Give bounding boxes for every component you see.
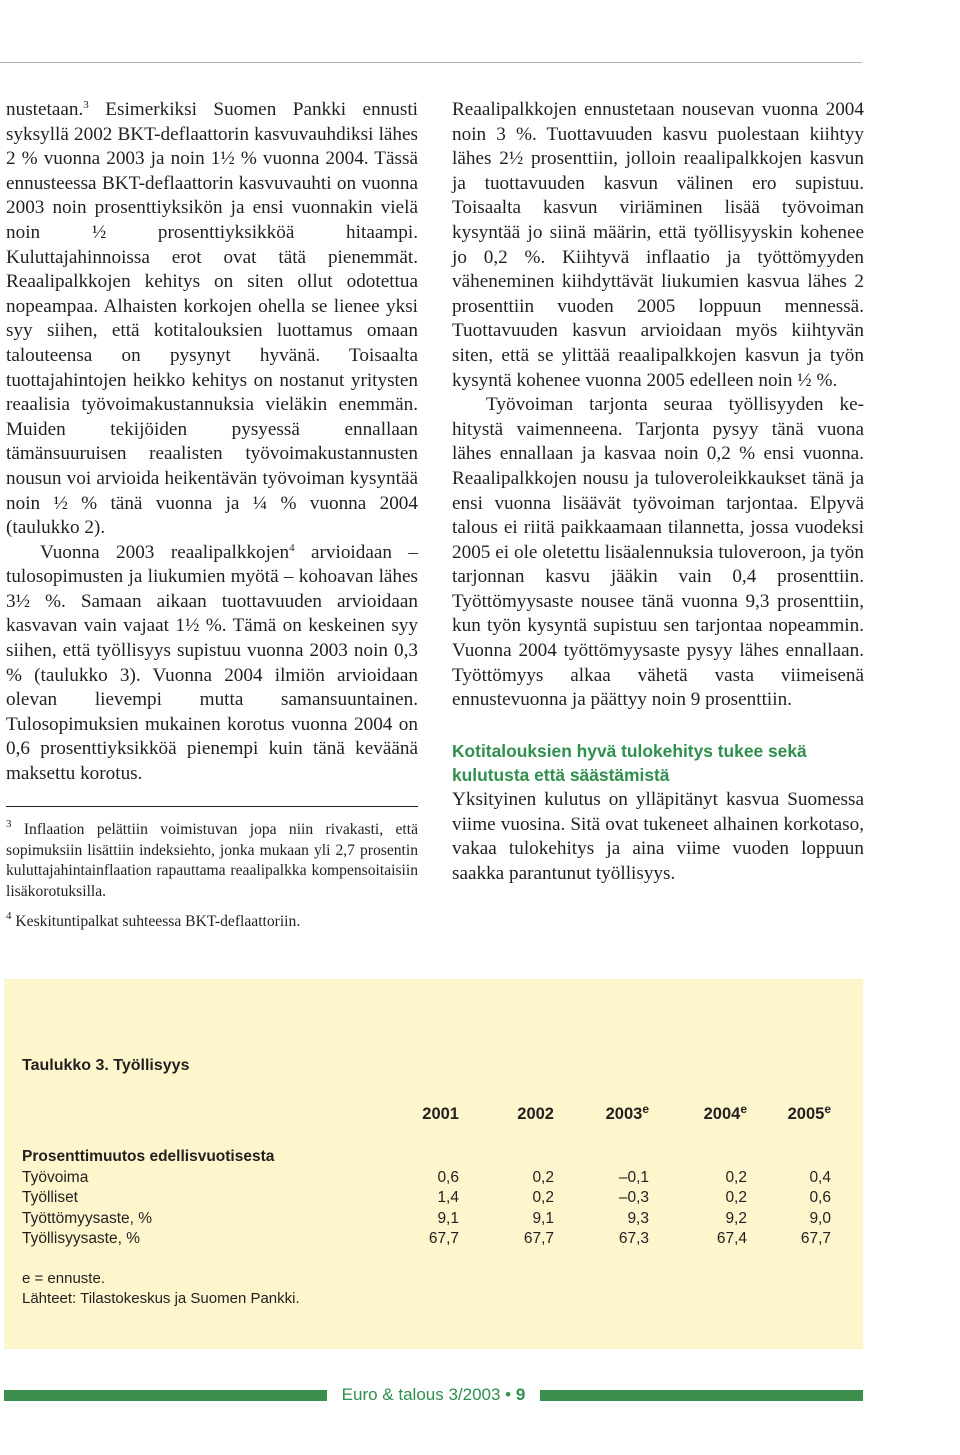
row-label: Työllisyysaste, % [22, 1230, 141, 1248]
table-cell: –0,3 [618, 1189, 649, 1207]
table-cell: 67,4 [716, 1230, 747, 1248]
year-header: 2004e [703, 1102, 747, 1123]
table-cell: 67,3 [618, 1230, 649, 1248]
footnotes [6, 820, 418, 943]
footnote: $^3$ Inflaation pelättiin voimistuvan jopa niin rivakasti, että sopimuksiin lisättiin indeksiehto, jonka mukaan yli 2,7 prosentin kuluttajahintainflaation rapauttama reaalipalkka kompensoitaisiin lisäkorotuksilla. [6, 818, 418, 900]
table-cell: 1,4 [437, 1189, 459, 1207]
row-label: Työlliset [22, 1189, 78, 1207]
footnote: $^4$ Keskituntipalkat suhteessa BKT-deflaattoriin. [6, 910, 301, 931]
year-header: 2002 [517, 1105, 554, 1123]
paragraph: Vuonna 2003 reaalipalkkojen$^4$ arvioidaan – tulosopimusten ja liukumien myötä – kohoavan lähes 3½ %. Samaan aikaan tuottavuuden arvioidaan kasvavan vain vajaat 1½ %. Tämä on keskeinen syy siihen, että työllisyys supistuu vuonna 2003 noin 0,3 % (taulukko 3). Vuonna 2004 ilmiön arvioidaan olevan lievempi mutta samansuuntainen. Tulosopimuksien mukainen korotus vuonna 2004 on 0,6 prosenttiyksikköä pienempi kuin tänä keväänä maksettu korotus. [6, 541, 418, 785]
paragraph: Reaalipalkkojen ennustetaan nousevan vuonna 2004 noin 3 %. Tuottavuuden kasvu puolestaan kiihtyy lähes 2½ prosenttiin, jolloin reaalipalkkojen kasvun ja tuottavuuden kasvun välinen ero supistuu. Toisaalta kasvun viriäminen lisää työvoiman kysyntää jo siinä määrin, että työllisyyskin kohenee jo 0,2 %. Kiihtyvä inflaatio ja työttömyyden väheneminen kiihdyttävät liukumien kasvua lähes 2 prosenttiin vuoden 2005 loppuun mennessä. Tuottavuuden kasvun arvioidaan myös kiihtyvän siten, että se ylittää reaalipalkkojen kasvun ja työn kysyntä kohenee vuonna 2005 edelleen noin ½ %. [452, 99, 864, 391]
footnote-ref[interactable]: 3 [83, 99, 89, 111]
table-cell: 0,2 [725, 1168, 747, 1186]
table-cell: 0,6 [809, 1189, 831, 1207]
table-cell: 9,2 [725, 1209, 747, 1227]
year-header: 2003e [605, 1102, 649, 1123]
table-cell: 67,7 [523, 1230, 554, 1248]
table-row [22, 1229, 831, 1250]
page-number: 9 [515, 1385, 526, 1404]
top-rule [0, 62, 862, 63]
footnote-number: 3 [6, 818, 12, 830]
paragraph: nustetaan.$^3$ Esimerkiksi Suomen Pankki ennusti syksyllä 2002 BKT-deflaattorin kasvuvauhdiksi lähes 2 % vuonna 2003 ja noin 1½ % vuonna 2004. Tässä ennusteessa BKT-deflaattorin kasvuvauhti on vuonna 2003 noin prosenttiyksikön ja ensi vuonnakin vielä noin ½ prosenttiyksikköä hitaampi. Kuluttajahinnoissa erot ovat tätä pienemmät. Reaalipalkkojen kehitys on siten ollut odotettua nopeampaa. Alhaisten korkojen ohella se lienee yksi syy siihen, että kotitalouksien luottamus omaan talouteensa on pysynyt hyvänä. Toisaalta tuottajahintojen heikko kehitys on nostanut yritysten reaalisia työvoimakustannuksia vieläkin enemmän. Muiden tekijöiden pysyessä ennallaan tämänsuuruisen reaalisten työvoimakustannusten nousun voi arvioida heikentävän työvoiman kysyntää noin ½ % tänä vuonna ja ¼ % vuonna 2004 (taulukko 2). [6, 99, 418, 539]
footer-bar-left [4, 1390, 327, 1401]
paragraph: Työvoiman tarjonta seuraa työllisyyden kehitystä vaimenneena. Tarjonta pysyy tänä vuona lähes ennallaan ja kasvaa noin 0,2 % ensi vuonna. Reaalipalkkojen nousu ja tuloveroleikkaukset tänä ja ensi vuonna lisäävät työvoiman tarjontaa. Elpyvä talous ei riitä paikkaamaan tilannetta, jossa vuodeksi 2005 ei ole oletettu lisäalennuksia tuloveroon, ja työn tarjonnan kasvu jääkin vain 0,4 prosenttiin. Työttömyysaste nousee tänä vuonna 9,3 prosenttiin, kun työn kysyntä supistuu sen tarjontaa nopeammin. Vuonna 2004 työttömyysaste pysyy lähes ennallaan. Työttömyys alkaa vähetä vasta viimeisenä ennustevuonna ja päättyy noin 9 prosenttiin. [452, 394, 864, 711]
table-source: Lähteet: Tilastokeskus ja Suomen Pankki. [22, 1290, 300, 1307]
footnote-ref[interactable]: 4 [289, 541, 295, 554]
year-header: 2001 [422, 1105, 459, 1123]
publication-name: Euro & talous 3/2003 [341, 1385, 501, 1404]
footnote-rule [6, 806, 418, 807]
table-row [22, 1188, 831, 1209]
right-column [452, 98, 864, 886]
table-title: Taulukko 3. Työllisyys [22, 1057, 190, 1074]
table-cell: 0,2 [725, 1189, 747, 1207]
section-heading: Kotitalouksien hyvä tulokehitys tukee sekä kulutusta että säästämistä [452, 740, 807, 786]
footer-bullet: • [500, 1385, 516, 1404]
table-note: e = ennuste. [22, 1270, 105, 1287]
table-cell: 67,7 [428, 1230, 459, 1248]
paragraph: Yksityinen kulutus on ylläpitänyt kasvua Suomessa viime vuosina. Sitä ovat tukeneet alhainen korkotaso, vakaa tulokehitys ja aina viime vuoden loppuun saakka parantunut työllisyys. [452, 789, 864, 884]
row-label: Työttömyysaste, % [22, 1209, 153, 1227]
table-cell: 67,7 [800, 1230, 831, 1248]
table-cell: 9,1 [437, 1209, 459, 1227]
year-header: 2005e [787, 1102, 831, 1123]
table-header-row [22, 1099, 831, 1129]
page-footer [327, 1383, 540, 1407]
table-section-row [22, 1147, 831, 1168]
left-column [6, 98, 418, 787]
row-label: Työvoima [22, 1168, 89, 1186]
employment-table [22, 1099, 831, 1250]
footer-bar-right [540, 1390, 863, 1401]
table-cell: 0,2 [532, 1189, 554, 1207]
table-cell: 9,0 [809, 1209, 831, 1227]
table-row [22, 1168, 831, 1189]
table-cell: 0,6 [437, 1168, 459, 1186]
table-cell: 9,3 [627, 1209, 649, 1227]
table-cell: –0,1 [618, 1168, 649, 1186]
table-notes [22, 1269, 300, 1309]
table-row [22, 1209, 831, 1230]
table-panel [4, 979, 863, 1349]
footnote-number: 4 [6, 910, 12, 923]
table-cell: 9,1 [532, 1209, 554, 1227]
section-label: Prosenttimuutos edellisvuotisesta [22, 1148, 275, 1165]
table-cell: 0,4 [809, 1168, 831, 1186]
table-cell: 0,2 [532, 1168, 554, 1186]
